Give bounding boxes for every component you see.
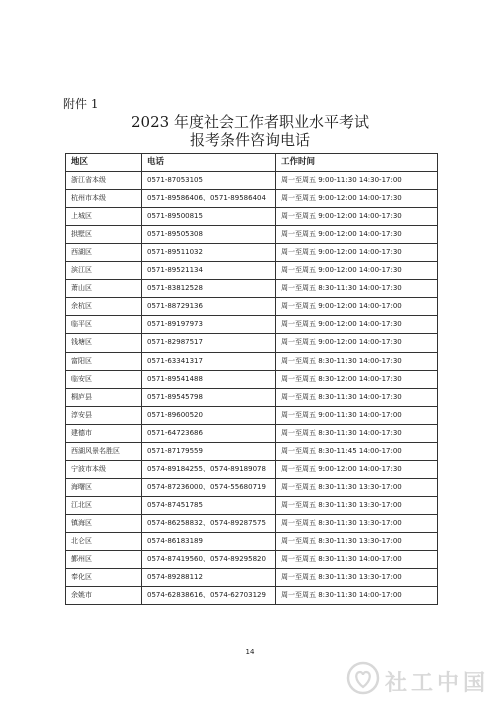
cell-hours: 周一至周五 9:00-12:00 14:00-17:00 <box>276 298 438 316</box>
header-phone: 电话 <box>142 154 276 172</box>
cell-hours: 周一至周五 9:00-12:00 14:00-17:30 <box>276 244 438 262</box>
cell-phone: 0571-89586406、0571-89586404 <box>142 190 276 208</box>
cell-hours: 周一至周五 8:30-11:30 14:00-17:00 <box>276 587 438 605</box>
attachment-label: 附件 1 <box>63 97 99 111</box>
cell-region: 滨江区 <box>66 262 142 280</box>
table-row <box>66 478 438 496</box>
cell-hours: 周一至周五 9:00-11:30 14:30-17:00 <box>276 172 438 190</box>
cell-phone: 0571-89511032 <box>142 244 276 262</box>
cell-region: 江北区 <box>66 496 142 514</box>
table-row <box>66 370 438 388</box>
document-subtitle: 报考条件咨询电话 <box>189 131 310 149</box>
cell-region: 富阳区 <box>66 352 142 370</box>
cell-phone: 0574-87236000、0574-55680719 <box>142 478 276 496</box>
table-row <box>66 316 438 334</box>
table-row <box>66 280 438 298</box>
cell-hours: 周一至周五 9:00-12:00 14:00-17:30 <box>276 208 438 226</box>
cell-region: 杭州市本级 <box>66 190 142 208</box>
cell-region: 拱墅区 <box>66 226 142 244</box>
cell-hours: 周一至周五 8:30-11:30 14:00-17:30 <box>276 280 438 298</box>
cell-phone: 0571-63341317 <box>142 352 276 370</box>
document-title: 2023 年度社会工作者职业水平考试 <box>131 113 369 131</box>
cell-phone: 0571-89500815 <box>142 208 276 226</box>
cell-region: 建德市 <box>66 424 142 442</box>
cell-hours: 周一至周五 8:30-11:30 13:30-17:00 <box>276 532 438 550</box>
table-row <box>66 514 438 532</box>
cell-region: 萧山区 <box>66 280 142 298</box>
cell-phone: 0571-88729136 <box>142 298 276 316</box>
table-row <box>66 244 438 262</box>
cell-region: 临安区 <box>66 370 142 388</box>
cell-hours: 周一至周五 9:00-12:00 14:00-17:30 <box>276 226 438 244</box>
cell-hours: 周一至周五 8:30-12:00 14:00-17:30 <box>276 370 438 388</box>
cell-hours: 周一至周五 8:30-11:30 14:00-17:30 <box>276 424 438 442</box>
cell-hours: 周一至周五 8:30-11:30 14:00-17:30 <box>276 352 438 370</box>
cell-phone: 0571-87053105 <box>142 172 276 190</box>
cell-region: 浙江省本级 <box>66 172 142 190</box>
table-row <box>66 551 438 569</box>
cell-region: 奉化区 <box>66 569 142 587</box>
cell-phone: 0571-89521134 <box>142 262 276 280</box>
cell-region: 余杭区 <box>66 298 142 316</box>
cell-hours: 周一至周五 9:00-12:00 14:00-17:30 <box>276 334 438 352</box>
table-row <box>66 334 438 352</box>
cell-region: 宁波市本级 <box>66 460 142 478</box>
cell-hours: 周一至周五 8:30-11:30 13:30-17:00 <box>276 514 438 532</box>
table-row <box>66 406 438 424</box>
table-row <box>66 208 438 226</box>
cell-phone: 0574-89184255、0574-89189078 <box>142 460 276 478</box>
header-region: 地区 <box>66 154 142 172</box>
cell-phone: 0571-87179559 <box>142 442 276 460</box>
cell-phone: 0574-62838616、0574-62703129 <box>142 587 276 605</box>
table-header-row <box>66 154 438 172</box>
cell-region: 临平区 <box>66 316 142 334</box>
table-row <box>66 569 438 587</box>
cell-phone: 0571-89505308 <box>142 226 276 244</box>
cell-phone: 0571-89545798 <box>142 388 276 406</box>
cell-phone: 0571-89600520 <box>142 406 276 424</box>
cell-phone: 0574-89288112 <box>142 569 276 587</box>
table-row <box>66 352 438 370</box>
cell-region: 钱塘区 <box>66 334 142 352</box>
cell-hours: 周一至周五 8:30-11:30 13:30-17:00 <box>276 478 438 496</box>
cell-phone: 0574-86258832、0574-89287575 <box>142 514 276 532</box>
cell-region: 北仑区 <box>66 532 142 550</box>
table-row <box>66 496 438 514</box>
cell-hours: 周一至周五 9:00-12:00 14:00-17:30 <box>276 316 438 334</box>
cell-region: 上城区 <box>66 208 142 226</box>
table-row <box>66 587 438 605</box>
cell-hours: 周一至周五 8:30-11:30 13:30-17:00 <box>276 496 438 514</box>
cell-region: 桐庐县 <box>66 388 142 406</box>
table-row <box>66 442 438 460</box>
table-row <box>66 226 438 244</box>
table-row <box>66 262 438 280</box>
table-row <box>66 388 438 406</box>
cell-hours: 周一至周五 9:00-11:30 14:00-17:00 <box>276 406 438 424</box>
cell-region: 余姚市 <box>66 587 142 605</box>
watermark-logo-icon <box>345 660 381 696</box>
table-row <box>66 424 438 442</box>
cell-region: 西湖区 <box>66 244 142 262</box>
header-hours: 工作时间 <box>276 154 438 172</box>
cell-hours: 周一至周五 9:00-12:00 14:00-17:30 <box>276 460 438 478</box>
cell-phone: 0574-86183189 <box>142 532 276 550</box>
cell-hours: 周一至周五 9:00-12:00 14:00-17:30 <box>276 190 438 208</box>
table-row <box>66 172 438 190</box>
cell-phone: 0571-83812528 <box>142 280 276 298</box>
cell-region: 镇海区 <box>66 514 142 532</box>
cell-hours: 周一至周五 8:30-11:30 14:00-17:00 <box>276 551 438 569</box>
cell-region: 西湖风景名胜区 <box>66 442 142 460</box>
table-row <box>66 460 438 478</box>
page-number: 14 <box>245 648 255 656</box>
watermark-text: 社工中国 <box>385 671 490 696</box>
cell-hours: 周一至周五 8:30-11:30 14:00-17:30 <box>276 388 438 406</box>
cell-hours: 周一至周五 8:30-11:30 13:30-17:00 <box>276 569 438 587</box>
cell-phone: 0574-87451785 <box>142 496 276 514</box>
watermark <box>345 660 495 696</box>
contact-table <box>65 153 438 605</box>
cell-region: 鄞州区 <box>66 551 142 569</box>
cell-phone: 0571-89197973 <box>142 316 276 334</box>
cell-hours: 周一至周五 8:30-11:45 14:00-17:00 <box>276 442 438 460</box>
cell-phone: 0571-82987517 <box>142 334 276 352</box>
cell-region: 海曙区 <box>66 478 142 496</box>
table-row <box>66 532 438 550</box>
table-row <box>66 298 438 316</box>
cell-hours: 周一至周五 9:00-12:00 14:00-17:30 <box>276 262 438 280</box>
cell-phone: 0574-87419560、0574-89295820 <box>142 551 276 569</box>
table-row <box>66 190 438 208</box>
cell-phone: 0571-89541488 <box>142 370 276 388</box>
cell-phone: 0571-64723686 <box>142 424 276 442</box>
cell-region: 淳安县 <box>66 406 142 424</box>
